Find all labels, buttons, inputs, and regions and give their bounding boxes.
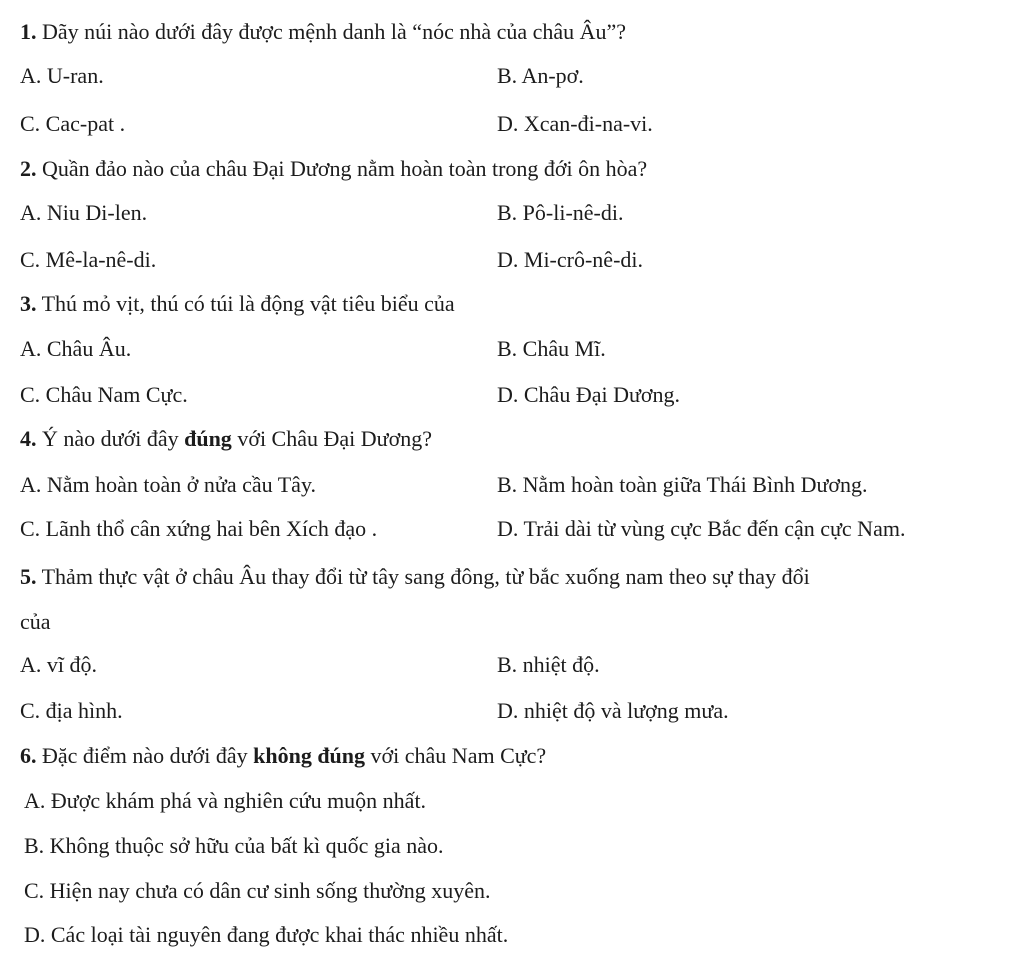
question-6-stem-start: Đặc điểm nào dưới đây — [42, 743, 248, 768]
question-5-option-a[interactable]: A. vĩ độ. — [20, 652, 97, 677]
question-6-emphasis: không đúng — [253, 743, 366, 768]
question-6-option-c[interactable]: C. Hiện nay chưa có dân cư sinh sống thường xuyên. — [24, 878, 491, 903]
cropped-previous-line — [0, 0, 1024, 6]
question-2-option-a[interactable]: A. Niu Di-len. — [20, 200, 148, 225]
question-1-stem: Dãy núi nào dưới đây được mệnh danh là “nóc nhà của châu Âu”? — [42, 19, 627, 44]
question-4-number: 4. — [20, 426, 37, 451]
question-4-option-d[interactable]: D. Trải dài từ vùng cực Bắc đến cận cực Nam. — [497, 516, 906, 541]
question-3-option-b[interactable]: B. Châu Mĩ. — [497, 336, 606, 361]
question-3-option-a[interactable]: A. Châu Âu. — [20, 336, 132, 361]
question-2-stem: Quần đảo nào của châu Đại Dương nằm hoàn toàn trong đới ôn hòa? — [42, 156, 648, 181]
question-4-emphasis: đúng — [184, 426, 232, 451]
question-6-text — [20, 745, 546, 767]
question-5-stem-line-2: của — [20, 609, 51, 634]
question-3-option-d[interactable]: D. Châu Đại Dương. — [497, 382, 681, 407]
question-4-option-a[interactable]: A. Nằm hoàn toàn ở nửa cầu Tây. — [20, 472, 317, 497]
question-2-option-d[interactable]: D. Mi-crô-nê-di. — [497, 247, 644, 272]
question-6-option-a[interactable]: A. Được khám phá và nghiên cứu muộn nhất. — [24, 788, 427, 813]
question-5-text — [20, 566, 810, 588]
question-5-option-c[interactable]: C. địa hình. — [20, 698, 123, 723]
question-2-option-b[interactable]: B. Pô-li-nê-di. — [497, 200, 624, 225]
question-3-stem: Thú mỏ vịt, thú có túi là động vật tiêu biểu của — [41, 291, 455, 316]
question-3-text — [20, 293, 455, 315]
question-1-option-a[interactable]: A. U-ran. — [20, 63, 104, 88]
question-2-option-c[interactable]: C. Mê-la-nê-di. — [20, 247, 157, 272]
question-1-text — [20, 21, 626, 43]
question-5-option-d[interactable]: D. nhiệt độ và lượng mưa. — [497, 698, 729, 723]
question-5-option-b[interactable]: B. nhiệt độ. — [497, 652, 600, 677]
question-2-number: 2. — [20, 156, 37, 181]
question-4-option-c[interactable]: C. Lãnh thổ cân xứng hai bên Xích đạo . — [20, 516, 378, 541]
question-6-option-d[interactable]: D. Các loại tài nguyên đang được khai thác nhiều nhất. — [24, 922, 509, 947]
question-1-option-d[interactable]: D. Xcan-đi-na-vi. — [497, 111, 653, 136]
question-4-stem-end: với Châu Đại Dương? — [237, 426, 432, 451]
question-1-number: 1. — [20, 19, 37, 44]
question-2-text — [20, 158, 647, 180]
question-1-option-c[interactable]: C. Cac-pat . — [20, 111, 126, 136]
question-1-option-b[interactable]: B. An-pơ. — [497, 63, 584, 88]
question-4-option-b[interactable]: B. Nằm hoàn toàn giữa Thái Bình Dương. — [497, 472, 868, 497]
question-3-number: 3. — [20, 291, 37, 316]
question-6-stem-end: với châu Nam Cực? — [370, 743, 547, 768]
question-5-number: 5. — [20, 564, 37, 589]
question-5-stem-line-1: Thảm thực vật ở châu Âu thay đổi từ tây sang đông, từ bắc xuống nam theo sự thay đổi — [41, 564, 810, 589]
question-4-stem-start: Ý nào dưới đây — [42, 426, 179, 451]
question-6-number: 6. — [20, 743, 37, 768]
question-4-text — [20, 428, 432, 450]
question-6-option-b[interactable]: B. Không thuộc sở hữu của bất kì quốc gia nào. — [24, 833, 444, 858]
question-3-option-c[interactable]: C. Châu Nam Cực. — [20, 382, 188, 407]
